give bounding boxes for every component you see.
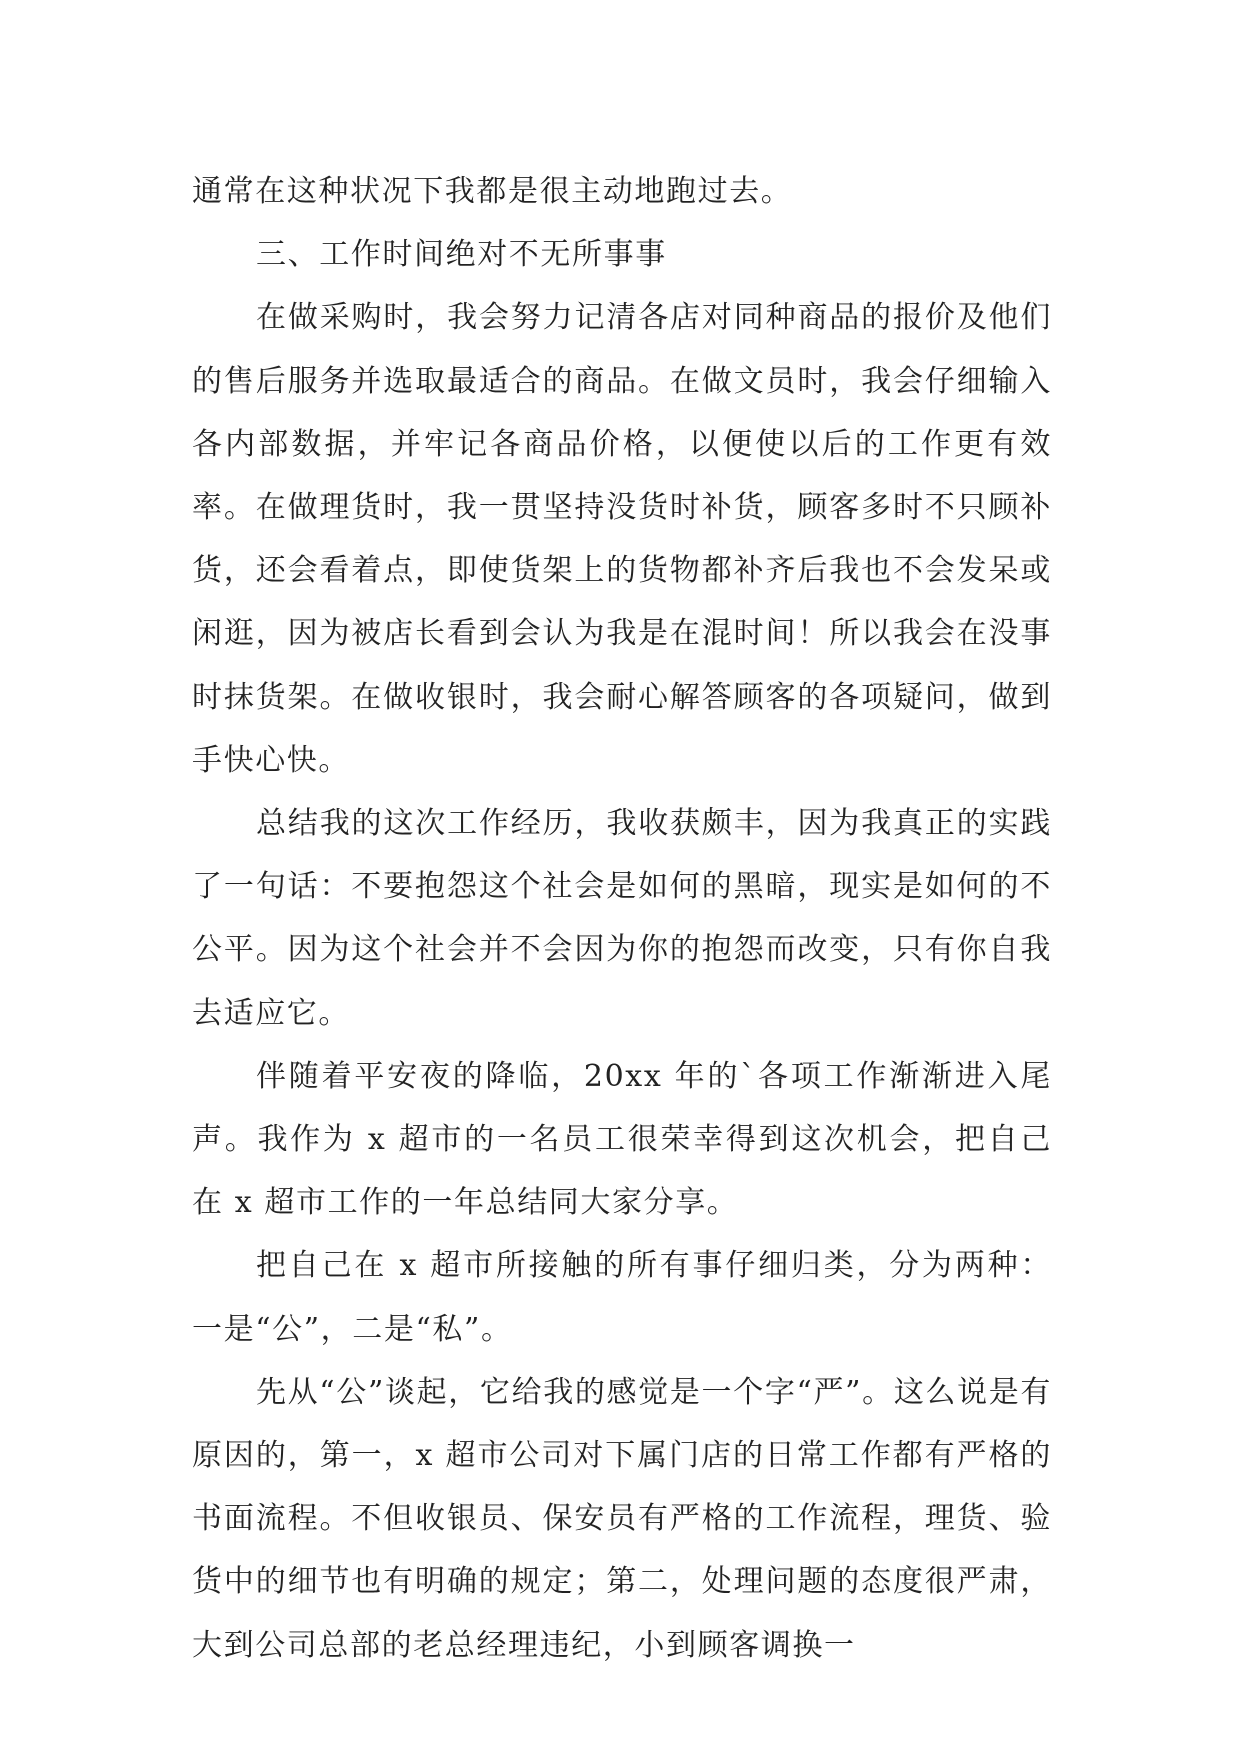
paragraph: 总结我的这次工作经历，我收获颇丰，因为我真正的实践了一句话：不要抱怨这个社会是如何的黑暗，现实是如何的不公平。因为这个社会并不会因为你的抱怨而改变，只有你自我去适应它。 [192,806,1052,1031]
document-body [192,160,1052,1677]
section-heading: 三、工作时间绝对不无所事事 [256,237,667,273]
paragraph-continuation: 通常在这种状况下我都是很主动地跑过去。 [192,174,793,209]
paragraph: 伴随着平安夜的降临，20xx 年的`各项工作渐渐进入尾声。我作为 x 超市的一名员工很荣幸得到这次机会，把自己在 x 超市工作的一年总结同大家分享。 [192,1058,1052,1221]
paragraph: 在做采购时，我会努力记清各店对同种商品的报价及他们的售后服务并选取最适合的商品。在做文员时，我会仔细输入各内部数据，并牢记各商品价格，以便使以后的工作更有效率。在做理货时，我一贯坚持没货时补货，顾客多时不只顾补货，还会看着点，即使货架上的货物都补齐后我也不会发呆或闲逛，因为被店长看到会认为我是在混时间！所以我会在没事时抹货架。在做收银时，我会耐心解答顾客的各项疑问，做到手快心快。 [192,300,1052,778]
paragraph: 先从“公”谈起，它给我的感觉是一个字“严”。这么说是有原因的，第一，x 超市公司对下属门店的日常工作都有严格的书面流程。不但收银员、保安员有严格的工作流程，理货、验货中的细节也有明确的规定；第二，处理问题的态度很严肃，大到公司总部的老总经理违纪，小到顾客调换一 [192,1374,1052,1663]
paragraph: 把自己在 x 超市所接触的所有事仔细归类，分为两种：一是“公”，二是“私”。 [192,1248,1052,1347]
